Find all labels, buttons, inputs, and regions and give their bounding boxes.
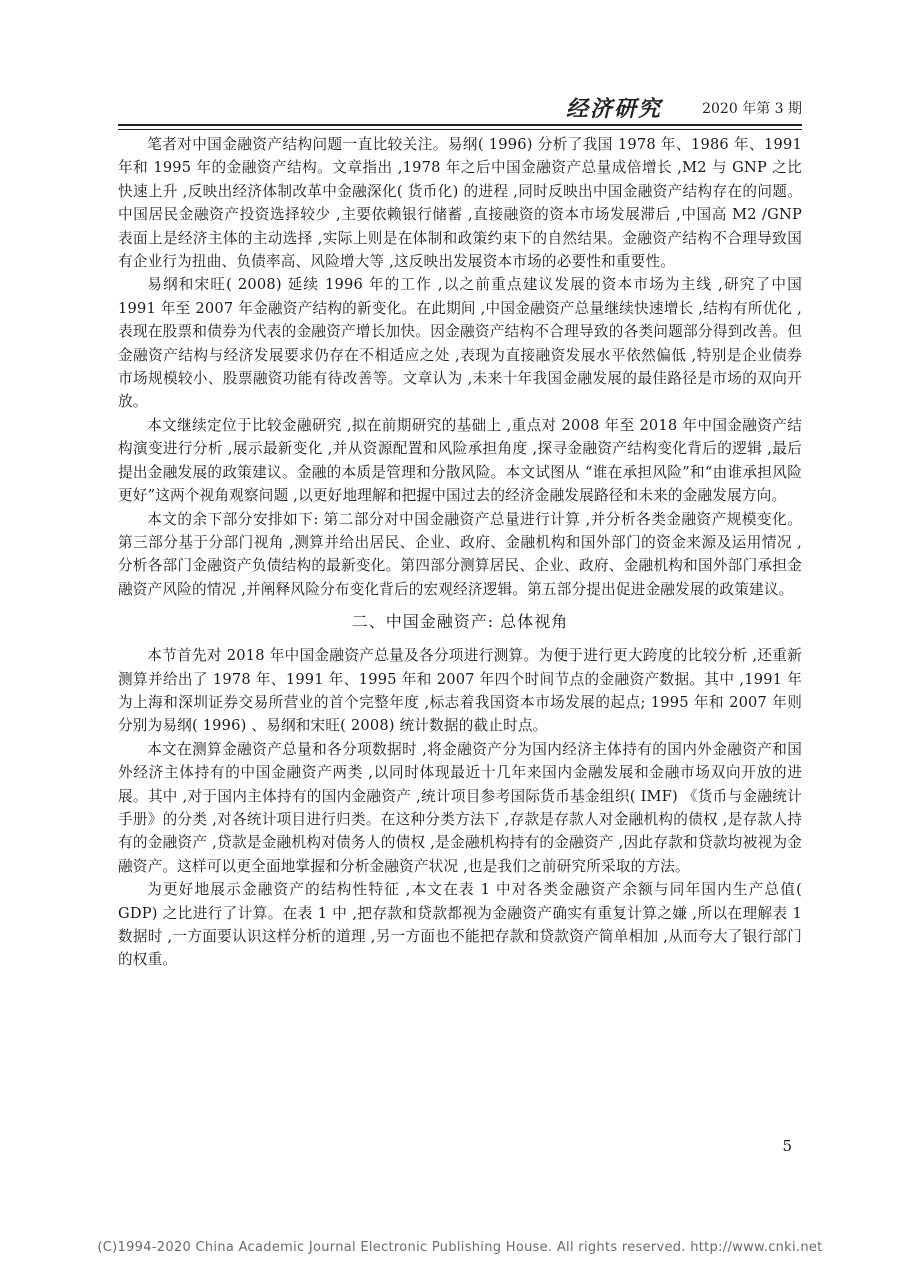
- paragraph: 为更好地展示金融资产的结构性特征 ,本文在表 1 中对各类金融资产余额与同年国内生产总值( GDP) 之比进行了计算。在表 1 中 ,把存款和贷款都视为金融资产确实有重复计算之嫌 ,所以在理解表 1 数据时 ,一方面要认识这样分析的道理 ,另一方面也不能把存款和贷款资产简单相加 ,从而夸大了银行部门的权重。: [118, 881, 802, 969]
- section-heading: 二、中国金融资产: 总体视角: [351, 612, 569, 632]
- running-header: [118, 92, 802, 122]
- issue-label: 2020 年第 3 期: [702, 101, 802, 117]
- paragraph: 本文继续定位于比较金融研究 ,拟在前期研究的基础上 ,重点对 2008 年至 2018 年中国金融资产结构演变进行分析 ,展示最新变化 ,并从资源配置和风险承担角度 ,探寻金融资产结构变化背后的逻辑 ,最后提出金融发展的政策建议。金融的本质是管理和分散风险。本文试图从 “谁在承担风险”和“由谁承担风险更好”这两个视角观察问题 ,以更好地理解和把握中国过去的经济金融发展路径和未来的金融发展方向。: [118, 416, 802, 505]
- paragraph: 本节首先对 2018 年中国金融资产总量及各分项进行测算。为便于进行更大跨度的比较分析 ,还重新测算并给出了 1978 年、1991 年、1995 年和 2007 年四个时间节点的金融资产数据。其中 ,1991 年为上海和深圳证券交易所营业的首个完整年度 ,标志着我国资本市场发展的起点; 1995 年和 2007 年则分别为易纲( 1996) 、易纲和宋旺( 2008) 统计数据的截止时点。: [118, 647, 802, 735]
- article-body: [118, 133, 802, 972]
- page-number: 5: [782, 1137, 792, 1155]
- paragraph: 易纲和宋旺( 2008) 延续 1996 年的工作 ,以之前重点建议发展的资本市场为主线 ,研究了中国 1991 年至 2007 年金融资产结构的新变化。在此期间 ,中国金融资产总量继续快速增长 ,结构有所优化 ,表现在股票和债券为代表的金融资产增长加快。因金融资产结构不合理导致的各类问题部分得到改善。但金融资产结构与经济发展要求仍存在不相适应之处 ,表现为直接融资发展水平依然偏低 ,特别是企业债券市场规模较小、股票融资功能有待改善等。文章认为 ,未来十年我国金融发展的最佳路径是市场的双向开放。: [118, 276, 802, 411]
- paragraph: 笔者对中国金融资产结构问题一直比较关注。易纲( 1996) 分析了我国 1978 年、1986 年、1991 年和 1995 年的金融资产结构。文章指出 ,1978 年之后中国金融资产总量成倍增长 ,M2 与 GNP 之比快速上升 ,反映出经济体制改革中金融深化( 货币化) 的进程 ,同时反映出中国金融资产结构存在的问题。中国居民金融资产投资选择较少 ,主要依赖银行储蓄 ,直接融资的资本市场发展滞后 ,中国高 M2 /GNP 表面上是经济主体的主动选择 ,实际上则是在体制和政策约束下的自然结果。金融资产结构不合理导致国有企业行为扭曲、负债率高、风险增大等 ,这反映出发展资本市场的必要性和重要性。: [118, 136, 802, 271]
- header-rule: [118, 124, 802, 130]
- journal-name: 经济研究: [565, 96, 662, 122]
- paragraph: 本文的余下部分安排如下: 第二部分对中国金融资产总量进行计算 ,并分析各类金融资产规模变化。第三部分基于分部门视角 ,测算并给出居民、企业、政府、金融机构和国外部门的资金来源及运用情况 ,分析各部门金融资产负债结构的最新变化。第四部分测算居民、企业、政府、金融机构和国外部门承担金融资产风险的情况 ,并阐释风险分布变化背后的宏观经济逻辑。第五部分提出促进金融发展的政策建议。: [118, 510, 802, 598]
- copyright-footer: (C)1994-2020 China Academic Journal Electronic Publishing House. All rights reserved. http://www.cnki.net: [97, 1240, 823, 1255]
- paragraph: 本文在测算金融资产总量和各分项数据时 ,将金融资产分为国内经济主体持有的国内外金融资产和国外经济主体持有的中国金融资产两类 ,以同时体现最近十几年来国内金融发展和金融市场双向开放的进展。其中 ,对于国内主体持有的国内金融资产 ,统计项目参考国际货币基金组织( IMF) 《货币与金融统计手册》的分类 ,对各统计项目进行归类。在这种分类方法下 ,存款是存款人对金融机构的债权 ,是存款人持有的金融资产 ,贷款是金融机构对债务人的债权 ,是金融机构持有的金融资产 ,因此存款和贷款均被视为金融资产。这样可以更全面地掌握和分析金融资产状况 ,也是我们之前研究所采取的方法。: [118, 740, 802, 875]
